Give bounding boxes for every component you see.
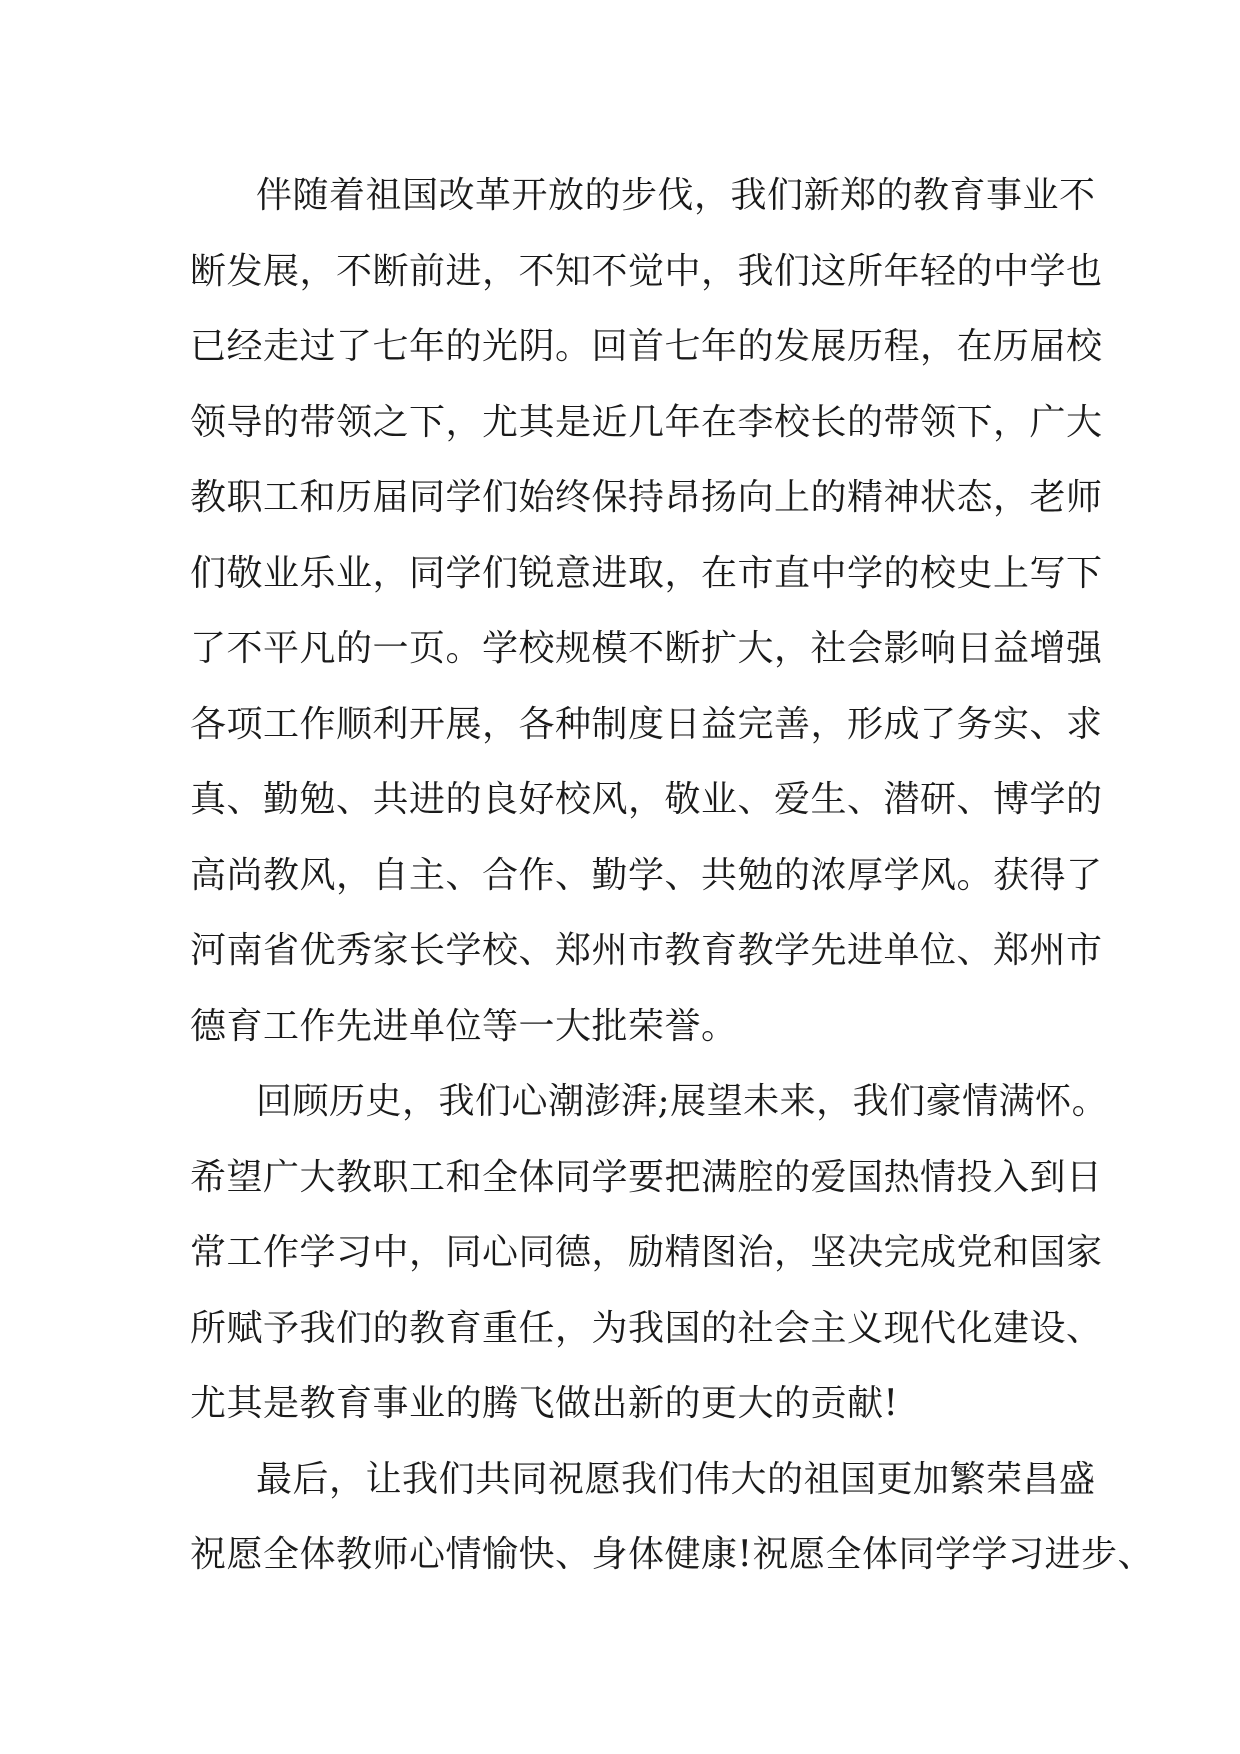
paragraph-3-line-2: 祝愿全体教师心情愉快、身体健康!祝愿全体同学学习进步、 — [190, 1534, 1154, 1575]
paragraph-1-line-3: 已经走过了七年的光阴。回首七年的发展历程，在历届校 — [190, 326, 1103, 367]
paragraph-1-line-1: 伴随着祖国改革开放的步伐，我们新郑的教育事业不 — [256, 175, 1096, 216]
paragraph-2-line-3: 常工作学习中，同心同德，励精图治，坚决完成党和国家 — [190, 1232, 1103, 1273]
body-text — [190, 158, 1154, 1593]
paragraph-1-line-5: 教职工和历届同学们始终保持昂扬向上的精神状态，老师 — [190, 477, 1103, 518]
paragraph-2-line-1: 回顾历史，我们心潮澎湃;展望未来，我们豪情满怀。 — [256, 1081, 1109, 1122]
paragraph-1-line-10: 高尚教风，自主、合作、勤学、共勉的浓厚学风。获得了 — [190, 854, 1103, 896]
paragraph-2-line-5: 尤其是教育事业的腾飞做出新的更大的贡献! — [190, 1383, 899, 1424]
paragraph-3-line-1: 最后，让我们共同祝愿我们伟大的祖国更加繁荣昌盛 — [256, 1458, 1096, 1500]
paragraph-1-line-8: 各项工作顺利开展，各种制度日益完善，形成了务实、求 — [190, 703, 1103, 745]
paragraph-2-line-4: 所赋予我们的教育重任，为我国的社会主义现代化建设、 — [190, 1307, 1103, 1349]
paragraph-1-line-11: 河南省优秀家长学校、郑州市教育教学先进单位、郑州市 — [190, 930, 1103, 971]
paragraph-1-line-4: 领导的带领之下，尤其是近几年在李校长的带领下，广大 — [190, 401, 1103, 443]
paragraph-1-line-12: 德育工作先进单位等一大批荣誉。 — [190, 1005, 738, 1047]
paragraph-1-line-9: 真、勤勉、共进的良好校风，敬业、爱生、潜研、博学的 — [190, 779, 1103, 820]
paragraph-2-line-2: 希望广大教职工和全体同学要把满腔的爱国热情投入到日 — [190, 1156, 1103, 1198]
paragraph-1-line-7: 了不平凡的一页。学校规模不断扩大，社会影响日益增强 — [190, 628, 1103, 669]
paragraph-1-line-6: 们敬业乐业，同学们锐意进取，在市直中学的校史上写下 — [190, 552, 1103, 594]
paragraph-1-line-2: 断发展，不断前进，不知不觉中，我们这所年轻的中学也 — [190, 250, 1103, 292]
